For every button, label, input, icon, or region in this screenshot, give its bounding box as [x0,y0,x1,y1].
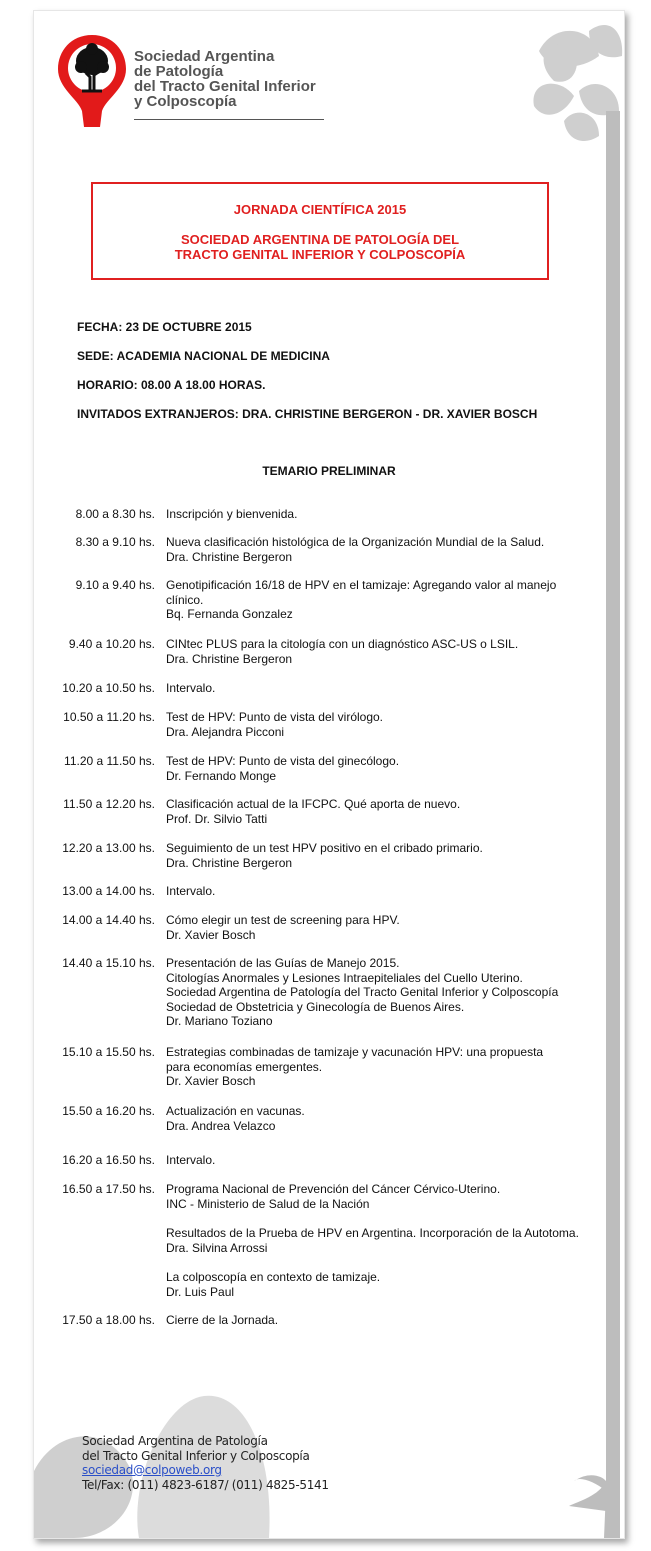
org-name-line: del Tracto Genital Inferior [134,78,316,95]
schedule-time: 9.40 a 10.20 hs. [68,637,155,651]
org-underline [134,119,324,120]
footer-line: del Tracto Genital Inferior y Colposcopía [82,1448,310,1463]
footer-email-link[interactable]: sociedad@colpoweb.org [82,1463,222,1477]
footer-line: Sociedad Argentina de Patología [82,1434,268,1448]
schedule-item-line: Dra. Christine Bergeron [166,651,293,666]
schedule-item-line: Presentación de las Guías de Manejo 2015. [166,956,400,970]
schedule-item-line: CINtec PLUS para la citología con un diagnóstico ASC-US o LSIL. [166,637,519,651]
schedule-item-line: Prof. Dr. Silvio Tatti [166,811,268,826]
schedule-item-line: Dr. Xavier Bosch [166,1074,256,1088]
schedule-item-line: Intervalo. [166,681,216,695]
schedule-time: 14.00 a 14.40 hs. [62,913,155,927]
schedule-time: 9.10 a 9.40 hs. [75,578,155,592]
schedule-item [166,913,606,942]
schedule-item-line: Programa Nacional de Prevención del Cáncer Cérvico-Uterino. [166,1182,501,1196]
info-invitados: INVITADOS EXTRANJEROS: DRA. CHRISTINE BERGERON - DR. XAVIER BOSCH [77,407,538,421]
schedule-time: 12.20 a 13.00 hs. [62,841,155,855]
schedule-time: 13.00 a 14.00 hs. [62,884,155,898]
schedule-item-line: Dr. Xavier Bosch [166,927,256,942]
schedule-item-line: Dr. Fernando Monge [166,768,277,783]
schedule-item-line: Actualización en vacunas. [166,1104,305,1118]
schedule-time: 10.20 a 10.50 hs. [62,681,155,695]
schedule-item-line: Bq. Fernanda Gonzalez [166,607,293,621]
schedule-item [166,1226,606,1255]
schedule-item-line: Genotipificación 16/18 de HPV en el tamizaje: Agregando valor al manejo [166,578,557,592]
schedule-item [166,956,606,1029]
schedule-item [166,1182,606,1211]
footer-phone: Tel/Fax: (011) 4823-6187/ (011) 4825-5141 [82,1477,329,1492]
org-name-line: Sociedad Argentina [134,48,275,65]
event-subtitle-line: SOCIEDAD ARGENTINA DE PATOLOGÍA DEL [180,232,460,247]
schedule-time: 14.40 a 15.10 hs. [62,956,155,970]
schedule-item-line: Citologías Anormales y Lesiones Intraepiteliales del Cuello Uterino. [166,970,523,985]
temario-heading: TEMARIO PRELIMINAR [262,464,396,478]
schedule-item-line: clínico. [166,592,204,607]
schedule-item [166,1104,606,1133]
schedule-time: 15.50 a 16.20 hs. [62,1104,155,1118]
society-logo-icon [56,33,128,129]
schedule-item-line: Resultados de la Prueba de HPV en Argentina. Incorporación de la Autotoma. [166,1226,579,1240]
schedule-item-line: Clasificación actual de la IFCPC. Qué aporta de nuevo. [166,797,461,811]
schedule-item [166,637,606,666]
schedule-item [166,754,606,783]
schedule-item-line: Estrategias combinadas de tamizaje y vacunación HPV: una propuesta [166,1045,544,1059]
schedule-item-line: Sociedad Argentina de Patología del Tracto Genital Inferior y Colposcopía [166,985,559,999]
schedule-item-line: Inscripción y bienvenida. [166,507,298,521]
event-title-box [91,182,549,280]
document-page [33,10,625,1539]
info-sede: SEDE: ACADEMIA NACIONAL DE MEDICINA [77,349,330,363]
org-name-line: y Colposcopía [134,93,237,110]
schedule-item [166,1153,606,1168]
schedule-item [166,578,606,622]
schedule-item-line: Test de HPV: Punto de vista del virólogo. [166,710,384,724]
schedule-item-line: Test de HPV: Punto de vista del ginecólogo. [166,754,400,768]
schedule-item-line: Intervalo. [166,1153,216,1167]
schedule-item [166,1313,606,1328]
schedule-item [166,1045,606,1089]
schedule-item-line: Dra. Silvina Arrossi [166,1240,268,1255]
footer-contact [82,1434,329,1492]
schedule-item [166,841,606,870]
schedule-item-line: Dra. Christine Bergeron [166,855,293,870]
schedule-item-line: Seguimiento de un test HPV positivo en el cribado primario. [166,841,483,855]
schedule-item-line: Sociedad de Obstetricia y Ginecología de Buenos Aires. [166,999,465,1014]
schedule-item-line: Dra. Andrea Velazco [166,1118,276,1133]
schedule-item [166,507,606,522]
info-fecha: FECHA: 23 DE OCTUBRE 2015 [77,320,252,334]
schedule-item-line: Dra. Alejandra Picconi [166,724,285,739]
event-title: JORNADA CIENTÍFICA 2015 [233,202,407,217]
schedule-time: 11.20 a 11.50 hs. [64,754,155,768]
info-horario: HORARIO: 08.00 A 18.00 HORAS. [77,378,266,392]
schedule-item [166,535,606,564]
schedule-item-line: Dra. Christine Bergeron [166,549,293,564]
schedule-item-line: Dr. Mariano Toziano [166,1014,273,1028]
schedule-time: 8.30 a 9.10 hs. [75,535,155,549]
schedule-item [166,710,606,739]
schedule-item-line: Cómo elegir un test de screening para HPV. [166,913,400,927]
schedule-item [166,797,606,826]
schedule-item-line: INC - Ministerio de Salud de la Nación [166,1196,370,1211]
schedule-item-line: Intervalo. [166,884,216,898]
schedule-item [166,681,606,696]
schedule-time: 11.50 a 12.20 hs. [63,797,155,811]
schedule-item-line: Cierre de la Jornada. [166,1313,279,1327]
event-subtitle [93,232,547,262]
schedule-item-line: Nueva clasificación histológica de la Organización Mundial de la Salud. [166,535,545,549]
org-name [134,49,334,109]
schedule-item-line: para economías emergentes. [166,1059,323,1074]
org-name-line: de Patología [134,63,224,80]
schedule-item [166,1270,606,1299]
schedule-time: 10.50 a 11.20 hs. [63,710,155,724]
schedule-time: 16.20 a 16.50 hs. [62,1153,155,1167]
schedule-item-line: Dr. Luis Paul [166,1284,235,1299]
schedule-time: 17.50 a 18.00 hs. [62,1313,155,1327]
schedule-time: 8.00 a 8.30 hs. [75,507,155,521]
schedule-item-line: La colposcopía en contexto de tamizaje. [166,1270,381,1284]
schedule-time: 15.10 a 15.50 hs. [62,1045,155,1059]
event-subtitle-line: TRACTO GENITAL INFERIOR Y COLPOSCOPÍA [174,247,466,262]
schedule-item [166,884,606,899]
schedule-time: 16.50 a 17.50 hs. [62,1182,155,1196]
